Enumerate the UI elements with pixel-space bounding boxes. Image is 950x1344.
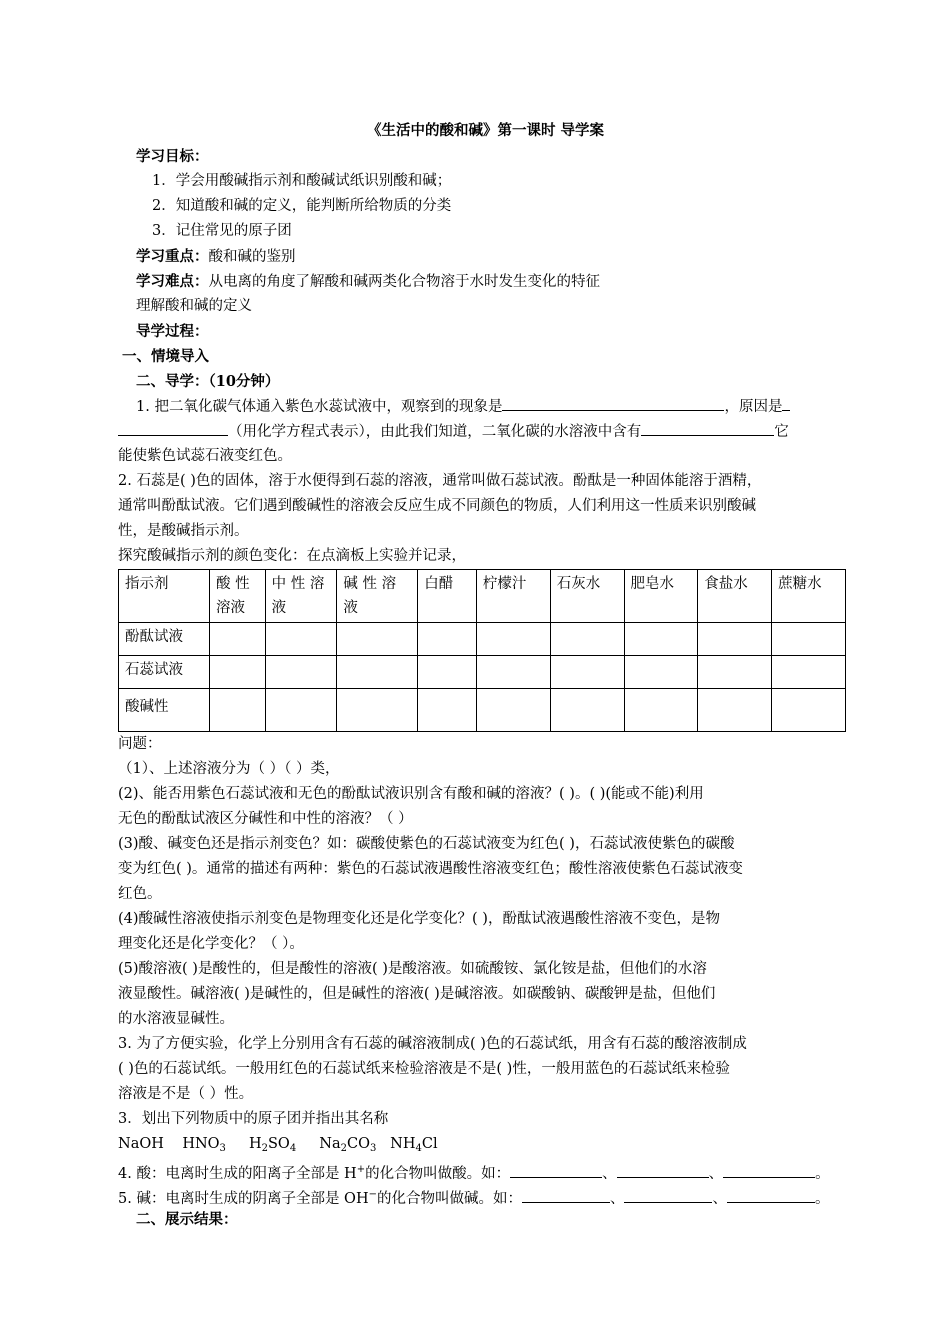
objective-item: 1．学会用酸碱指示剂和酸碱试纸识别酸和碱； [152,173,452,189]
table-cell[interactable] [698,689,772,732]
question-2-line-2: 通常叫酚酞试液。它们遇到酸碱性的溶液会反应生成不同颜色的物质，人们利用这一性质来识别酸碱 [118,498,756,514]
section-heading-2: 二、导学：（10分钟） [136,373,280,390]
table-header-cell: 柠檬汁 [476,570,550,623]
table-row [119,689,846,732]
table-row [119,656,846,689]
document-page [118,118,853,1232]
question-1-line-2 [118,419,853,444]
table-cell[interactable] [550,623,624,656]
process-heading: 导学过程： [136,323,209,340]
table-cell[interactable] [624,689,698,732]
table-cell[interactable] [698,623,772,656]
table-cell[interactable] [265,689,337,732]
answer-blank[interactable] [624,1186,712,1203]
question-text: (4)酸碱性溶液使指示剂变色是物理变化还是化学变化？( )，酚酞试液遇酸性溶液不变色，是物 [118,911,720,927]
objective-item: 3．记住常见的原子团 [152,223,292,239]
q1-text-d: 它 [774,424,789,440]
question-text: (2)、能否用紫色石蕊试液和无色的酚酞试液识别含有酸和碱的溶液？( )。( )(能或不能)利用 [118,786,704,802]
formula: $HNO_3$ [182,1136,226,1154]
formula: $Na_2CO_3$ [319,1136,377,1154]
answer-blank[interactable] [510,1161,602,1178]
question-5-line: 5. 碱：电离时生成的阴离子全部是 OH−的化合物叫做碱。如： 、 、 。 [118,1182,853,1207]
answer-blank[interactable] [723,1161,815,1178]
question-2-line-4: 探究酸碱指示剂的颜色变化：在点滴板上实验并记录， [118,548,466,564]
page-title: 《生活中的酸和碱》第一课时 导学案 [366,122,605,139]
table-cell[interactable] [337,656,418,689]
q1-text-a: 1. 把二氧化碳气体通入紫色水蕊试液中，观察到的现象是 [136,399,503,415]
table-cell[interactable] [772,656,846,689]
formula: $NH_4Cl$ [390,1136,438,1154]
question-4-line: 4. 酸：电离时生成的阳离子全部是 H+的化合物叫做酸。如： 、 、 。 [118,1157,853,1182]
table-cell[interactable] [698,656,772,689]
table-header-cell: 石灰水 [550,570,624,623]
difficulty-text: 从电离的角度了解酸和碱两类化合物溶于水时发生变化的特征 [208,274,600,290]
question-text: (5)酸溶液( )是酸性的，但是酸性的溶液( )是酸溶液。如硫酸铵、氯化铵是盐，但他们的水溶 [118,961,707,977]
answer-blank[interactable] [502,394,724,411]
table-cell[interactable] [265,623,337,656]
formula: $H_2SO_4$ [248,1136,297,1154]
question-1-line-3: 能使紫色试蕊石液变红色。 [118,448,292,464]
table-header-cell: 指示剂 [119,570,210,623]
question-3-line-1: 3. 为了方便实验，化学上分别用含有石蕊的碱溶液制成( )色的石蕊试纸，用含有石蕊的酸溶液制成 [118,1036,747,1052]
table-cell[interactable] [265,656,337,689]
answer-blank[interactable] [641,419,774,436]
table-cell[interactable] [418,656,477,689]
table-header-cell: 肥皂水 [624,570,698,623]
table-cell[interactable] [418,689,477,732]
table-header-cell: 蔗糖水 [772,570,846,623]
question-2-line-3: 性，是酸碱指示剂。 [118,523,249,539]
question-3-line-3: 溶液是不是（ ）性。 [118,1086,254,1102]
table-cell[interactable] [550,689,624,732]
table-cell[interactable] [624,656,698,689]
answer-blank[interactable] [727,1186,815,1203]
objectives-heading: 学习目标： [136,148,209,165]
table-cell[interactable] [337,623,418,656]
section-heading-1: 一、情境导入 [122,348,209,365]
question-text: 理变化还是化学变化？（ ）。 [118,936,304,952]
focus-text: 酸和碱的鉴别 [208,249,296,265]
table-cell[interactable] [210,689,266,732]
question-1-line-1 [118,394,853,419]
table-cell[interactable] [476,623,550,656]
q1-text-b: ，原因是 [724,399,783,415]
row-label: 石蕊试液 [119,656,210,689]
question-text: (3)酸、碱变色还是指示剂变色？如：碳酸使紫色的石蕊试液变为红色( )，石蕊试液使紫色的碳酸 [118,836,735,852]
table-cell[interactable] [476,656,550,689]
table-cell[interactable] [210,623,266,656]
row-label: 酚酞试液 [119,623,210,656]
question-2-line-1: 2. 石蕊是( )色的固体，溶于水便得到石蕊的溶液，通常叫做石蕊试液。酚酞是一种固体能溶于酒精， [118,473,762,489]
table-cell[interactable] [550,656,624,689]
table-cell[interactable] [418,623,477,656]
answer-blank[interactable] [522,1186,610,1203]
question-text: 变为红色( )。通常的描述有两种：紫色的石蕊试液遇酸性溶液变红色；酸性溶液使紫色石蕊试液变 [118,861,743,877]
table-header-cell: 白醋 [418,570,477,623]
formula: NaOH [118,1136,164,1152]
question-3-line-2: ( )色的石蕊试纸。一般用红色的石蕊试纸来检验溶液是不是( )性，一般用蓝色的石蕊试纸来检验 [118,1061,730,1077]
chemical-formulas [118,1132,853,1157]
difficulty-label: 学习难点： [136,273,209,290]
difficulty-text-2: 理解酸和碱的定义 [136,298,252,314]
table-header-cell: 碱 性 溶 液 [337,570,418,623]
table-cell[interactable] [772,623,846,656]
table-header-cell: 酸 性 溶液 [210,570,266,623]
table-cell[interactable] [476,689,550,732]
question-text: 无色的酚酞试液区分碱性和中性的溶液？（ ） [118,811,413,827]
objective-item: 2．知道酸和碱的定义，能判断所给物质的分类 [152,198,452,214]
table-cell[interactable] [210,656,266,689]
answer-blank[interactable] [782,394,790,411]
table-cell[interactable] [772,689,846,732]
questions-heading: 问题： [118,736,162,752]
q1-text-c: （用化学方程式表示），由此我们知道，二氧化碳的水溶液中含有 [228,424,642,440]
table-header-row [119,570,846,623]
focus-line [118,244,853,269]
indicator-table [118,569,846,732]
question-text: 的水溶液显碱性。 [118,1011,234,1027]
difficulty-line [118,269,853,294]
table-header-cell: 食盐水 [698,570,772,623]
focus-label: 学习重点： [136,248,209,265]
question-3b-text: 3．划出下列物质中的原子团并指出其名称 [118,1111,389,1127]
question-text: （1）、上述溶液分为（ ）（ ）类， [118,761,340,777]
table-header-cell: 中 性 溶 液 [265,570,337,623]
section-heading-3: 二、展示结果： [136,1211,238,1228]
question-text: 红色。 [118,886,162,902]
answer-blank[interactable] [617,1161,709,1178]
table-row [119,623,846,656]
question-text: 液显酸性。碱溶液( )是碱性的，但是碱性的溶液( )是碱溶液。如碳酸钠、碳酸钾是盐，但他们 [118,986,716,1002]
answer-blank[interactable] [118,419,228,436]
table-cell[interactable] [337,689,418,732]
table-cell[interactable] [624,623,698,656]
row-label: 酸碱性 [119,689,210,732]
